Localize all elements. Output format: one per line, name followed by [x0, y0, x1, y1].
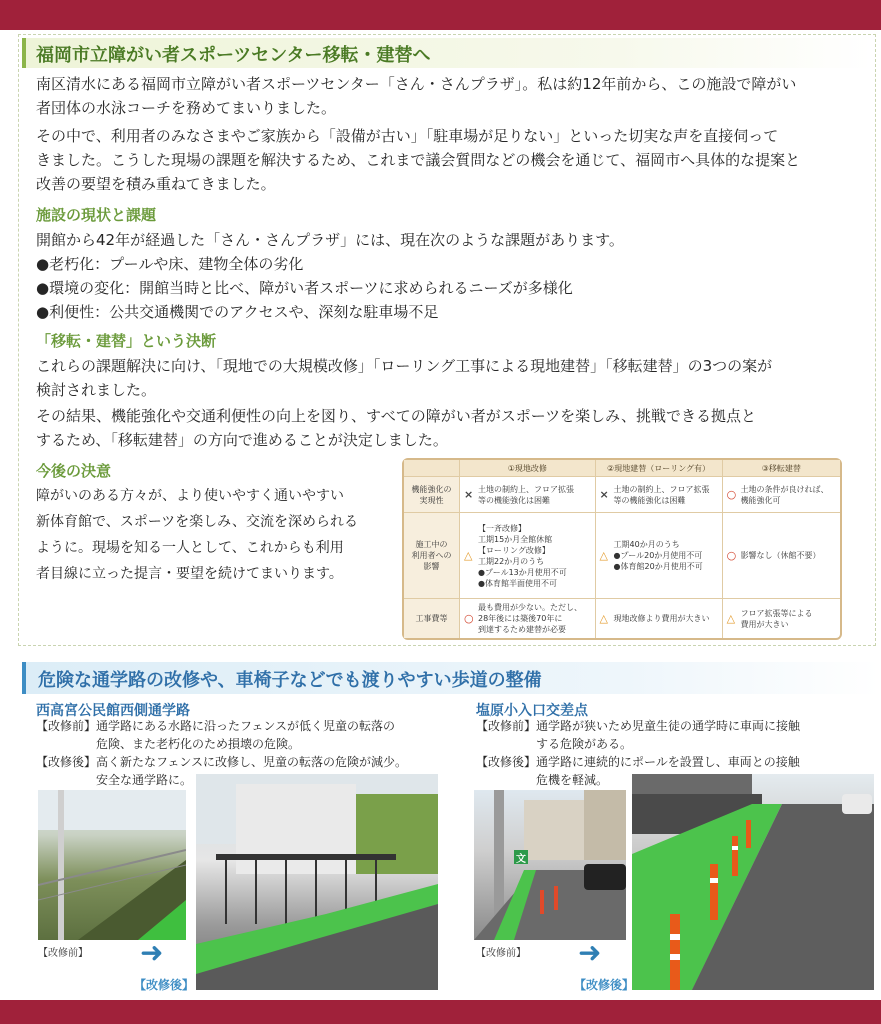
school-sign-icon: 文: [516, 854, 526, 865]
intro-line-4: きました。こうした現場の課題を解決するため、これまで議会質問などの機会を通じて、福岡市へ具体的な提案と: [36, 151, 801, 169]
table-col-3: ③移転建替: [723, 460, 840, 476]
right-desc-line-3: 【改修後】通学路に連続的にポールを設置し、車両との接触: [476, 755, 800, 769]
table-cell: [596, 598, 723, 638]
row-label-line: 工事費等: [415, 614, 448, 623]
right-desc-line-4: 危機を軽減。: [476, 773, 609, 787]
table-row: [404, 598, 840, 638]
left-desc-line-3: 【改修後】高く新たなフェンスに改修し、児童の転落の危険が減少。: [36, 755, 408, 769]
left-desc-line-4: 安全な通学路に。: [36, 773, 193, 787]
status-line-4: ●利便性：公共交通機関でのアクセスや、深刻な駐車場不足: [36, 303, 439, 321]
table-row: [404, 512, 840, 598]
cell-line: 工期15か月全館休館: [478, 534, 553, 544]
table-cell: [596, 512, 723, 598]
cell-line: 現地改修より費用が大きい: [613, 614, 710, 623]
status-heading: 施設の現状と課題: [36, 206, 157, 224]
table-cell: [460, 476, 596, 512]
decision-heading: 「移転・建替」という決断: [36, 332, 217, 350]
cell-line: 費用が大きい: [740, 619, 789, 629]
left-before-photo: [38, 790, 186, 940]
row-label: [404, 512, 460, 598]
cell-line: 土地の条件が良ければ、: [740, 484, 829, 494]
status-line-2: ●老朽化：プールや床、建物全体の劣化: [36, 255, 304, 273]
status-line-1: 開館から42年が経過した「さん・さんプラザ」には、現在次のような課題があります。: [36, 231, 624, 249]
future-line-2: 新体育館で、スポーツを楽しみ、交流を深められる: [36, 514, 358, 530]
cell-line: 土地の制約上、フロア拡張: [613, 484, 710, 494]
cell-line: 工期40か月のうち: [613, 540, 680, 549]
cell-line: 28年後には築後70年に: [478, 614, 563, 623]
table-cell: [596, 476, 723, 512]
cell-line: 【ローリング改修】: [478, 545, 550, 555]
cross-mark-icon: ×: [464, 488, 474, 501]
cell-line: 等の機能強化は困難: [478, 495, 550, 505]
right-desc-line-1: 【改修前】通学路が狭いため児童生徒の通学時に車両に接触: [476, 719, 801, 733]
right-after-photo: [632, 774, 874, 990]
right-location-title: 塩原小入口交差点: [476, 703, 588, 719]
row-label-line: 機能強化の: [411, 484, 452, 494]
left-location-title: 西高宮公民館西側通学路: [36, 703, 190, 719]
table-cell: [723, 512, 840, 598]
left-after-photo: [196, 774, 438, 990]
row-label-line: 施工中の: [415, 540, 448, 549]
section2-heading-band: [22, 662, 880, 694]
table-cell: [460, 512, 596, 598]
row-label-line: 影響: [423, 562, 440, 571]
decision-line-2: 検討されました。: [36, 381, 157, 399]
intro-line-3: その中で、利用者のみなさまやご家族から「設備が古い」「駐車場が足りない」といった切実な声を直接伺って: [36, 127, 779, 145]
table-corner: [404, 460, 460, 476]
section1-heading-band: [22, 38, 872, 68]
cell-line: 到達するため建替が必要: [478, 625, 566, 634]
decision-line-4: するため、「移転建替」の方向で進めることが決定しました。: [36, 431, 448, 449]
row-label: [404, 598, 460, 638]
future-line-4: 者目線に立った提言・要望を続けてまいります。: [36, 566, 343, 582]
cell-line: 土地の制約上、フロア拡張: [478, 484, 574, 494]
section2-heading: 危険な通学路の改修や、車椅子などでも渡りやすい歩道の整備: [38, 670, 542, 691]
intro-line-5: 改善の要望を積み重ねてきました。: [36, 175, 276, 193]
cell-line: ●体育館半面使用不可: [478, 578, 557, 588]
row-label-line: 実現性: [419, 495, 444, 505]
section1-heading: 福岡市立障がい者スポーツセンター移転・建替へ: [36, 45, 431, 66]
table-col-1: ①現地改修: [460, 460, 596, 476]
cell-line: ●体育館20か月使用不可: [613, 562, 703, 571]
intro-line-2: 者団体の水泳コーチを務めてまいりました。: [36, 99, 337, 117]
cell-line: ●プール20か月使用不可: [613, 551, 703, 560]
intro-line-1: 南区清水にある福岡市立障がい者スポーツセンター「さん・さんプラザ」。私は約12年前から、この施設で障がい: [36, 75, 797, 93]
table-cell: [723, 476, 840, 512]
table-row: [404, 476, 840, 512]
table-cell: [460, 598, 596, 638]
left-desc-line-1: 【改修前】通学路にある水路に沿ったフェンスが低く児童の転落の: [36, 719, 396, 733]
status-line-3: ●環境の変化：開館当時と比べ、障がい者スポーツに求められるニーズが多様化: [36, 279, 573, 297]
triangle-mark-icon: △: [599, 612, 609, 625]
circle-mark-icon: ○: [726, 488, 737, 501]
comparison-table: [402, 458, 842, 640]
triangle-mark-icon: △: [599, 549, 609, 562]
cell-line: フロア拡張等による: [740, 608, 813, 618]
table-header-row: [404, 460, 840, 476]
triangle-mark-icon: △: [726, 612, 736, 625]
right-desc-line-2: する危険がある。: [476, 737, 633, 751]
future-heading: 今後の決意: [36, 462, 112, 480]
decision-line-3: その結果、機能強化や交通利便性の向上を図り、すべての障がい者がスポーツを楽しみ、挑戦できる拠点と: [36, 407, 757, 425]
left-desc-line-2: 危険、また老朽化のため損壊の危険。: [36, 737, 301, 751]
left-before-caption: 【改修前】: [38, 948, 88, 959]
row-label-line: 利用者への: [411, 551, 452, 560]
cell-line: 工期22か月のうち: [478, 556, 545, 566]
cell-line: 等の機能強化は困難: [613, 495, 686, 505]
cross-mark-icon: ×: [599, 488, 609, 501]
right-before-photo: [474, 790, 626, 940]
bottom-color-bar: [0, 1000, 881, 1024]
cell-line: 最も費用が少ない。ただし、: [478, 603, 582, 612]
table-cell: [723, 598, 840, 638]
top-color-bar: [0, 0, 881, 30]
left-after-caption: 【改修後】: [134, 978, 195, 992]
future-line-1: 障がいのある方々が、より使いやすく通いやすい: [36, 488, 344, 504]
future-line-3: ように。現場を知る一人として、これからも利用: [36, 540, 344, 556]
cell-line: 機能強化可: [740, 495, 781, 505]
right-before-caption: 【改修前】: [476, 948, 526, 959]
triangle-mark-icon: △: [464, 549, 473, 562]
table-col-2: ②現地建替（ローリング有）: [596, 460, 723, 476]
cell-line: ●プール13か月使用不可: [478, 567, 567, 577]
right-after-caption: 【改修後】: [574, 978, 635, 992]
cell-line: 【一斉改修】: [478, 523, 526, 533]
arrow-right-icon: ➜: [140, 936, 164, 969]
arrow-right-icon: ➜: [578, 936, 602, 969]
cell-line: 影響なし（休館不要）: [740, 551, 821, 560]
circle-mark-icon: ○: [726, 549, 737, 562]
circle-mark-icon: ○: [464, 612, 474, 625]
decision-line-1: これらの課題解決に向け、「現地での大規模改修」「ローリング工事による現地建替」「移転建替」の3つの案が: [36, 357, 773, 375]
row-label: [404, 476, 460, 512]
